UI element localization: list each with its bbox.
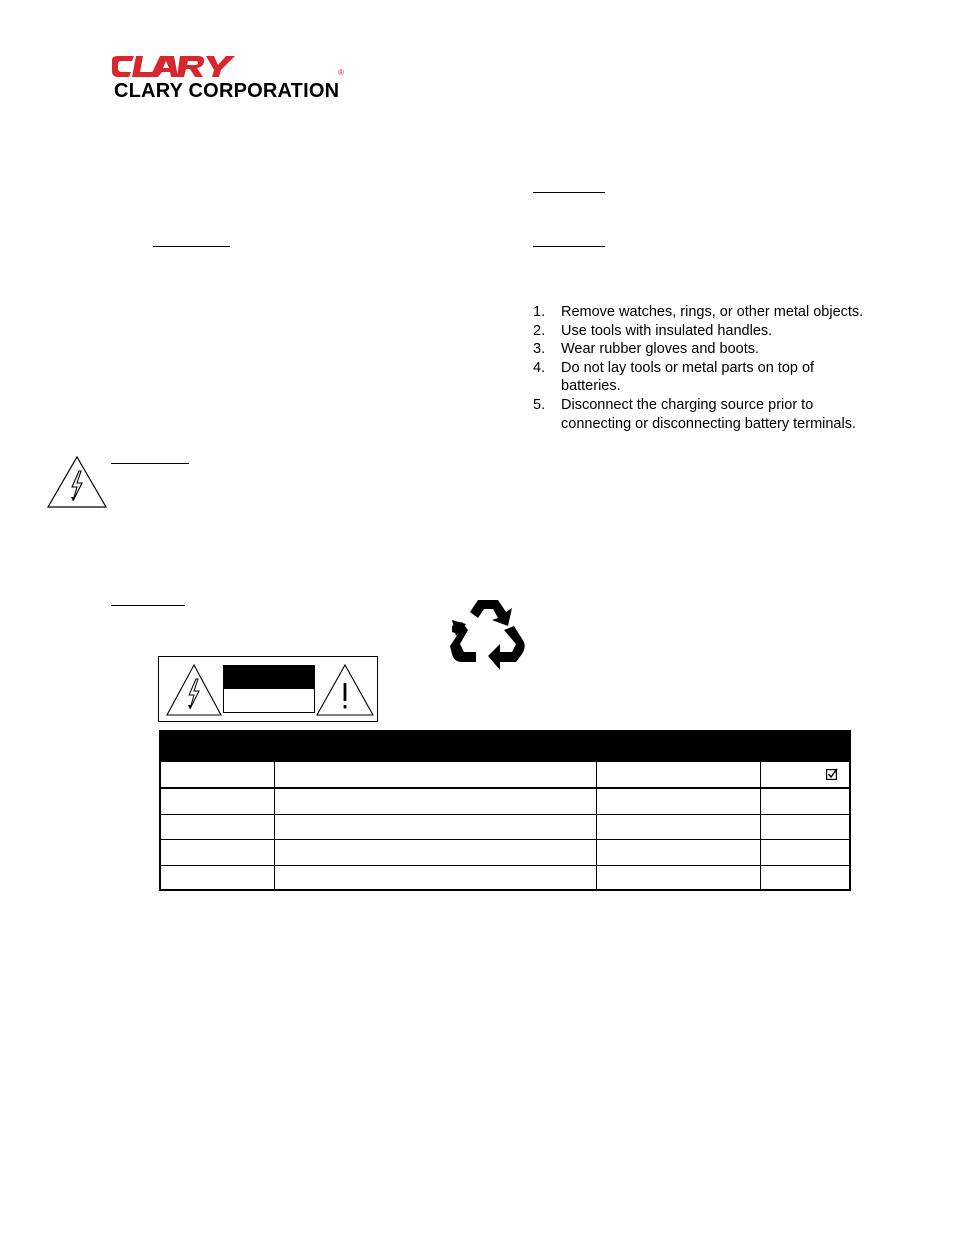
section-heading-rule bbox=[533, 246, 605, 247]
caution-label-white-band bbox=[223, 689, 315, 713]
checked-box-icon bbox=[826, 768, 838, 780]
column-divider bbox=[760, 762, 761, 889]
exclamation-warning-icon bbox=[315, 663, 375, 717]
table-row bbox=[161, 762, 849, 789]
section-heading-rule bbox=[533, 192, 605, 193]
table-header bbox=[161, 732, 849, 762]
table-row bbox=[161, 789, 849, 815]
list-item: 4. Do not lay tools or metal parts on top of batteries. bbox=[533, 359, 815, 395]
section-heading-rule bbox=[111, 463, 189, 464]
list-item: 2. Use tools with insulated handles. bbox=[533, 322, 773, 339]
column-divider bbox=[596, 762, 597, 889]
battery-safety-list bbox=[533, 303, 903, 433]
section-heading-rule bbox=[111, 605, 185, 606]
column-divider bbox=[274, 762, 275, 889]
list-item: 5. Disconnect the charging source prior to connecting or disconnecting battery terminals. bbox=[533, 396, 856, 432]
table-row bbox=[161, 840, 849, 866]
company-logo bbox=[110, 54, 410, 104]
clary-wordmark-logo bbox=[112, 56, 238, 80]
electric-shock-warning-icon bbox=[46, 455, 108, 509]
table-row bbox=[161, 866, 849, 891]
revision-table bbox=[159, 730, 851, 891]
caution-label bbox=[158, 656, 378, 722]
recycle-icon bbox=[448, 596, 528, 674]
section-heading-rule bbox=[153, 246, 230, 247]
table-row bbox=[161, 815, 849, 840]
company-name: CLARY CORPORATION bbox=[114, 80, 340, 102]
list-item: 3. Wear rubber gloves and boots. bbox=[533, 341, 760, 358]
electric-shock-warning-icon bbox=[165, 663, 223, 717]
caution-label-black-band bbox=[223, 665, 315, 689]
registered-mark: ® bbox=[338, 68, 344, 77]
list-item: 1. Remove watches, rings, or other metal objects. bbox=[533, 304, 864, 320]
